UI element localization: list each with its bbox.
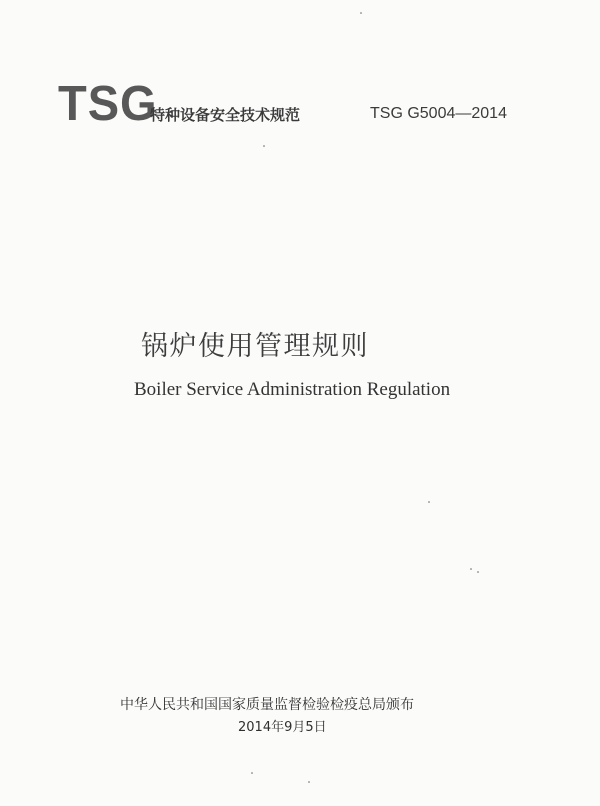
cover-header	[58, 78, 578, 132]
scan-speck	[477, 571, 479, 573]
scan-speck	[263, 145, 265, 147]
series-title: 特种设备安全技术规范	[150, 106, 301, 124]
document-title-chinese: 锅炉使用管理规则	[141, 331, 369, 362]
standard-code: TSG G5004—2014	[370, 105, 507, 122]
scan-speck	[360, 12, 362, 14]
issuing-authority: 中华人民共和国国家质量监督检验检疫总局颁布	[120, 697, 414, 713]
scan-speck	[428, 501, 430, 503]
scan-speck	[308, 781, 310, 783]
issue-date: 2014年9月5日	[238, 720, 327, 735]
scan-speck	[470, 568, 472, 570]
tsg-logo: TSG	[58, 77, 158, 131]
document-title-english: Boiler Service Administration Regulation	[134, 379, 451, 400]
scan-speck	[251, 772, 253, 774]
